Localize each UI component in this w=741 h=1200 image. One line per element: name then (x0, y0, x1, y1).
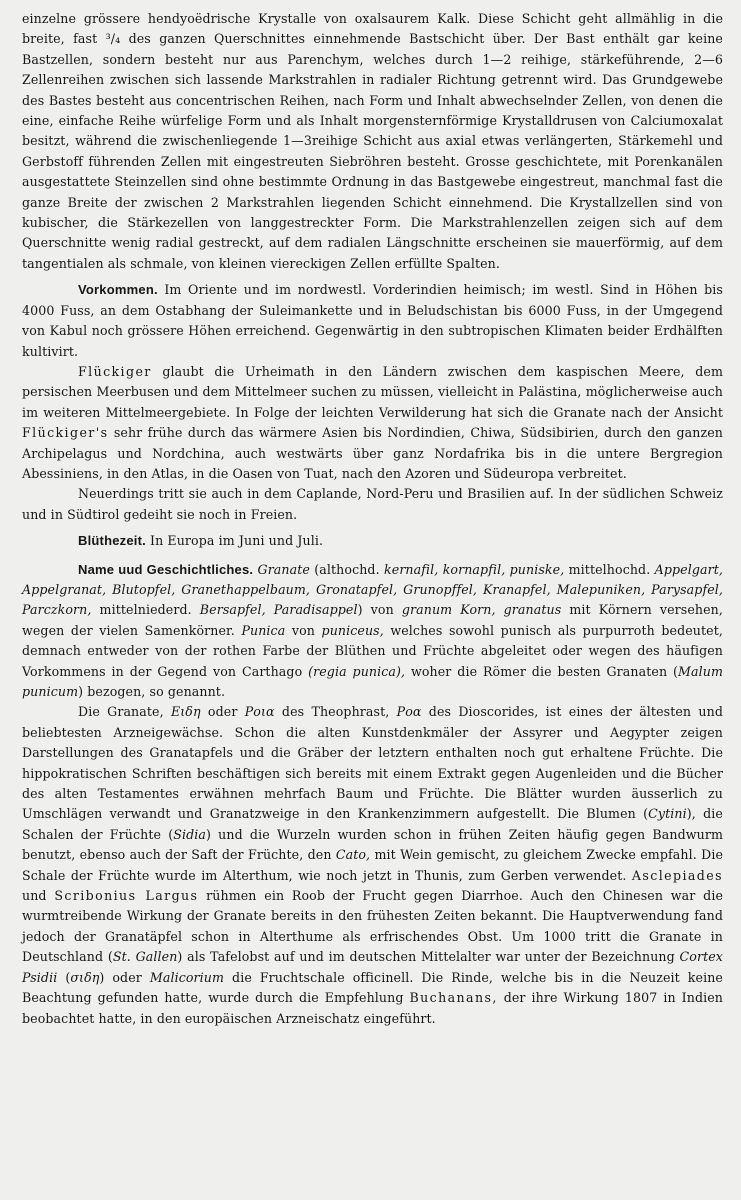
paragraph-neuerdings: Neuerdings tritt sie auch in dem Caplande, Nord-Peru und Brasilien auf. In der südlichen Schweiz und in Südtirol gedeiht sie noch in Freien. (22, 486, 723, 522)
paragraph-history: Die Granate, Ειδη oder Ροια des Theophrast, Ροα des Dioscorides, ist eines der ältesten und beliebtesten Arzneigewächse. Schon die alten Kunstdenkmäler der Assyrer und Aegypter zeigen Darstellungen des Granatapfels und die Gräber der letztern enthalten noch gut erhaltene Früchte. Die hippokratischen Schriften beschäftigen sich bereits mit einem Extrakt gegen Augenleiden und die Bücher des alten Testamentes erwähnen mehrfach Baum und Früchte. Die Blätter wurden äusserlich zu Umschlägen verwandt und Granatzweige in den Krankenzimmern aufgestellt. Die Blumen (Cytini), die Schalen der Früchte (Sidia) und die Wurzeln wurden schon in frühen Zeiten häufig gegen Bandwurm benutzt, ebenso auch der Saft der Früchte, den Cato, mit Wein gemischt, zu gleichem Zwecke empfahl. Die Schale der Früchte wurde im Alterthum, wie noch jetzt in Thunis, zum Gerben verwendet. Asclepiades und Scribonius Largus rühmen ein Roob der Frucht gegen Diarrhoe. Auch den Chinesen war die wurmtreibende Wirkung der Granate bereits in den frühesten Zeiten bekannt. Die Hauptverwendung fand jedoch der Granatäpfel schon in Alterthume als erfrischendes Obst. Um 1000 tritt die Granate in Deutschland (St. Gallen) als Tafelobst auf und im deutschen Mittelalter war unter der Bezeichnung Cortex Psidii (σιδη) oder Malicorium die Fruchtschale officinell. Die Rinde, welche bis in die Neuzeit keine Beachtung gefunden hatte, wurde durch die Empfehlung Buchanans, der ihre Wirkung 1807 in Indien beobachtet hatte, in den europäischen Arzneischatz eingeführt. (22, 704, 724, 1026)
author-name: Flückiger's (22, 425, 109, 441)
paragraph-flueckiger: Flückiger glaubt die Urheimath in den Ländern zwischen dem kaspischen Meere, dem persischen Meerbusen und dem Mittelmeer suchen zu müssen, vielleicht in Palästina, möglicherweise auch im weiteren Mittelmeergebiete. In Folge der leichten Verwilderung hat sich die Granate nach der Ansicht Flückiger's sehr frühe durch das wärmere Asien bis Nordindien, Chiwa, Südsibirien, durch den ganzen Archipelagus und Nordchina, auch westwärts über ganz Nordafrika bis in die untere Bergregion Abessiniens, in den Atlas, in die Oasen von Tuat, nach den Azoren und Südeuropa verbreitet. (22, 363, 723, 481)
paragraph-name-geschichte: Name uud Geschichtliches. Granate (althochd. kernafil, kornapfil, puniske, mittelhochd. Appelgart, Appelgranat, Blutopfel, Granethappelbaum, Gronatapfel, Grunopffel, Kranapfel, Malepuniken, Parysapfel, Parczkorn, mittelniederd. Bersapfel, Paradisappel) von granum Korn, granatus mit Körnern versehen, wegen der vielen Samenkörner. Punica von puniceus, welches sowohl punisch als purpurroth bedeutet, demnach entweder von der rothen Farbe der Blüthen und Früchte abgeleitet oder wegen des häufigen Vorkommens in der Gegend von Carthago (regia punica), woher die Römer die besten Granaten (Malum punicum) bezogen, so genannt. (22, 561, 724, 699)
paragraph-vorkommen: Vorkommen. Im Oriente und im nordwestl. Vorderindien heimisch; im westl. Sind in Höhen bis 4000 Fuss, an dem Ostabhang der Suleimankette und in Beludschistan bis 6000 Fuss, in der Umgegend von Kabul noch grössere Höhen erreichend. Gegenwärtig in den subtropischen Klimaten beider Erdhälften kultivirt. (22, 282, 723, 359)
fraction: ³/₄ (105, 31, 121, 47)
section-heading-bluethezeit: Blüthezeit. (78, 533, 146, 549)
author-name: Flückiger (78, 363, 152, 379)
section-heading-name: Name uud Geschichtliches. (78, 561, 254, 577)
paragraph-bast-anatomy: einzelne grössere hendyoëdrische Krystalle von oxalsaurem Kalk. Diese Schicht geht allmählig in die breite, fast ³/₄ des ganzen Querschnittes einnehmende Bastschicht über. Der Bast enthält gar keine Bastzellen, sondern besteht nur aus Parenchym, welches durch 1—2 reihige, stärkeführende, 2—6 Zellenreihen zwischen sich lassende Markstrahlen in radialer Richtung getrennt wird. Das Grundgewebe des Bastes besteht aus concentrischen Reihen, nach Form und Inhalt abwechselnder Zellen, von denen die eine, einfache Reihe würfelige Form und als Inhalt morgensternförmige Krystalldrusen von Calciumoxalat besitzt, während die zwischenliegende 1—3reihige Schicht aus axial etwas verlängerten, Stärkemehl und Gerbstoff führenden Zellen mit eingestreuten Siebröhren besteht. Grosse geschichtete, mit Porenkanälen ausgestattete Steinzellen sind ohne bestimmte Ordnung in das Bastgewebe eingestreut, manchmal fast die ganze Breite der zwischen 2 Markstrahlen liegenden Schicht einnehmend. Die Krystallzellen sind von kubischer, die Stärkezellen von langgestreckter Form. Die Markstrahlenzellen zeigen sich auf dem Querschnitte wenig radial gestreckt, auf dem radialen Längschnitte erscheinen sie mauerförmig, auf dem tangentialen als schmale, von kleinen viereckigen Zellen erfüllte Spalten. (22, 11, 723, 271)
section-heading-vorkommen: Vorkommen. (78, 282, 158, 298)
paragraph-bluethezeit: Blüthezeit. In Europa im Juni und Juli. (78, 533, 324, 549)
